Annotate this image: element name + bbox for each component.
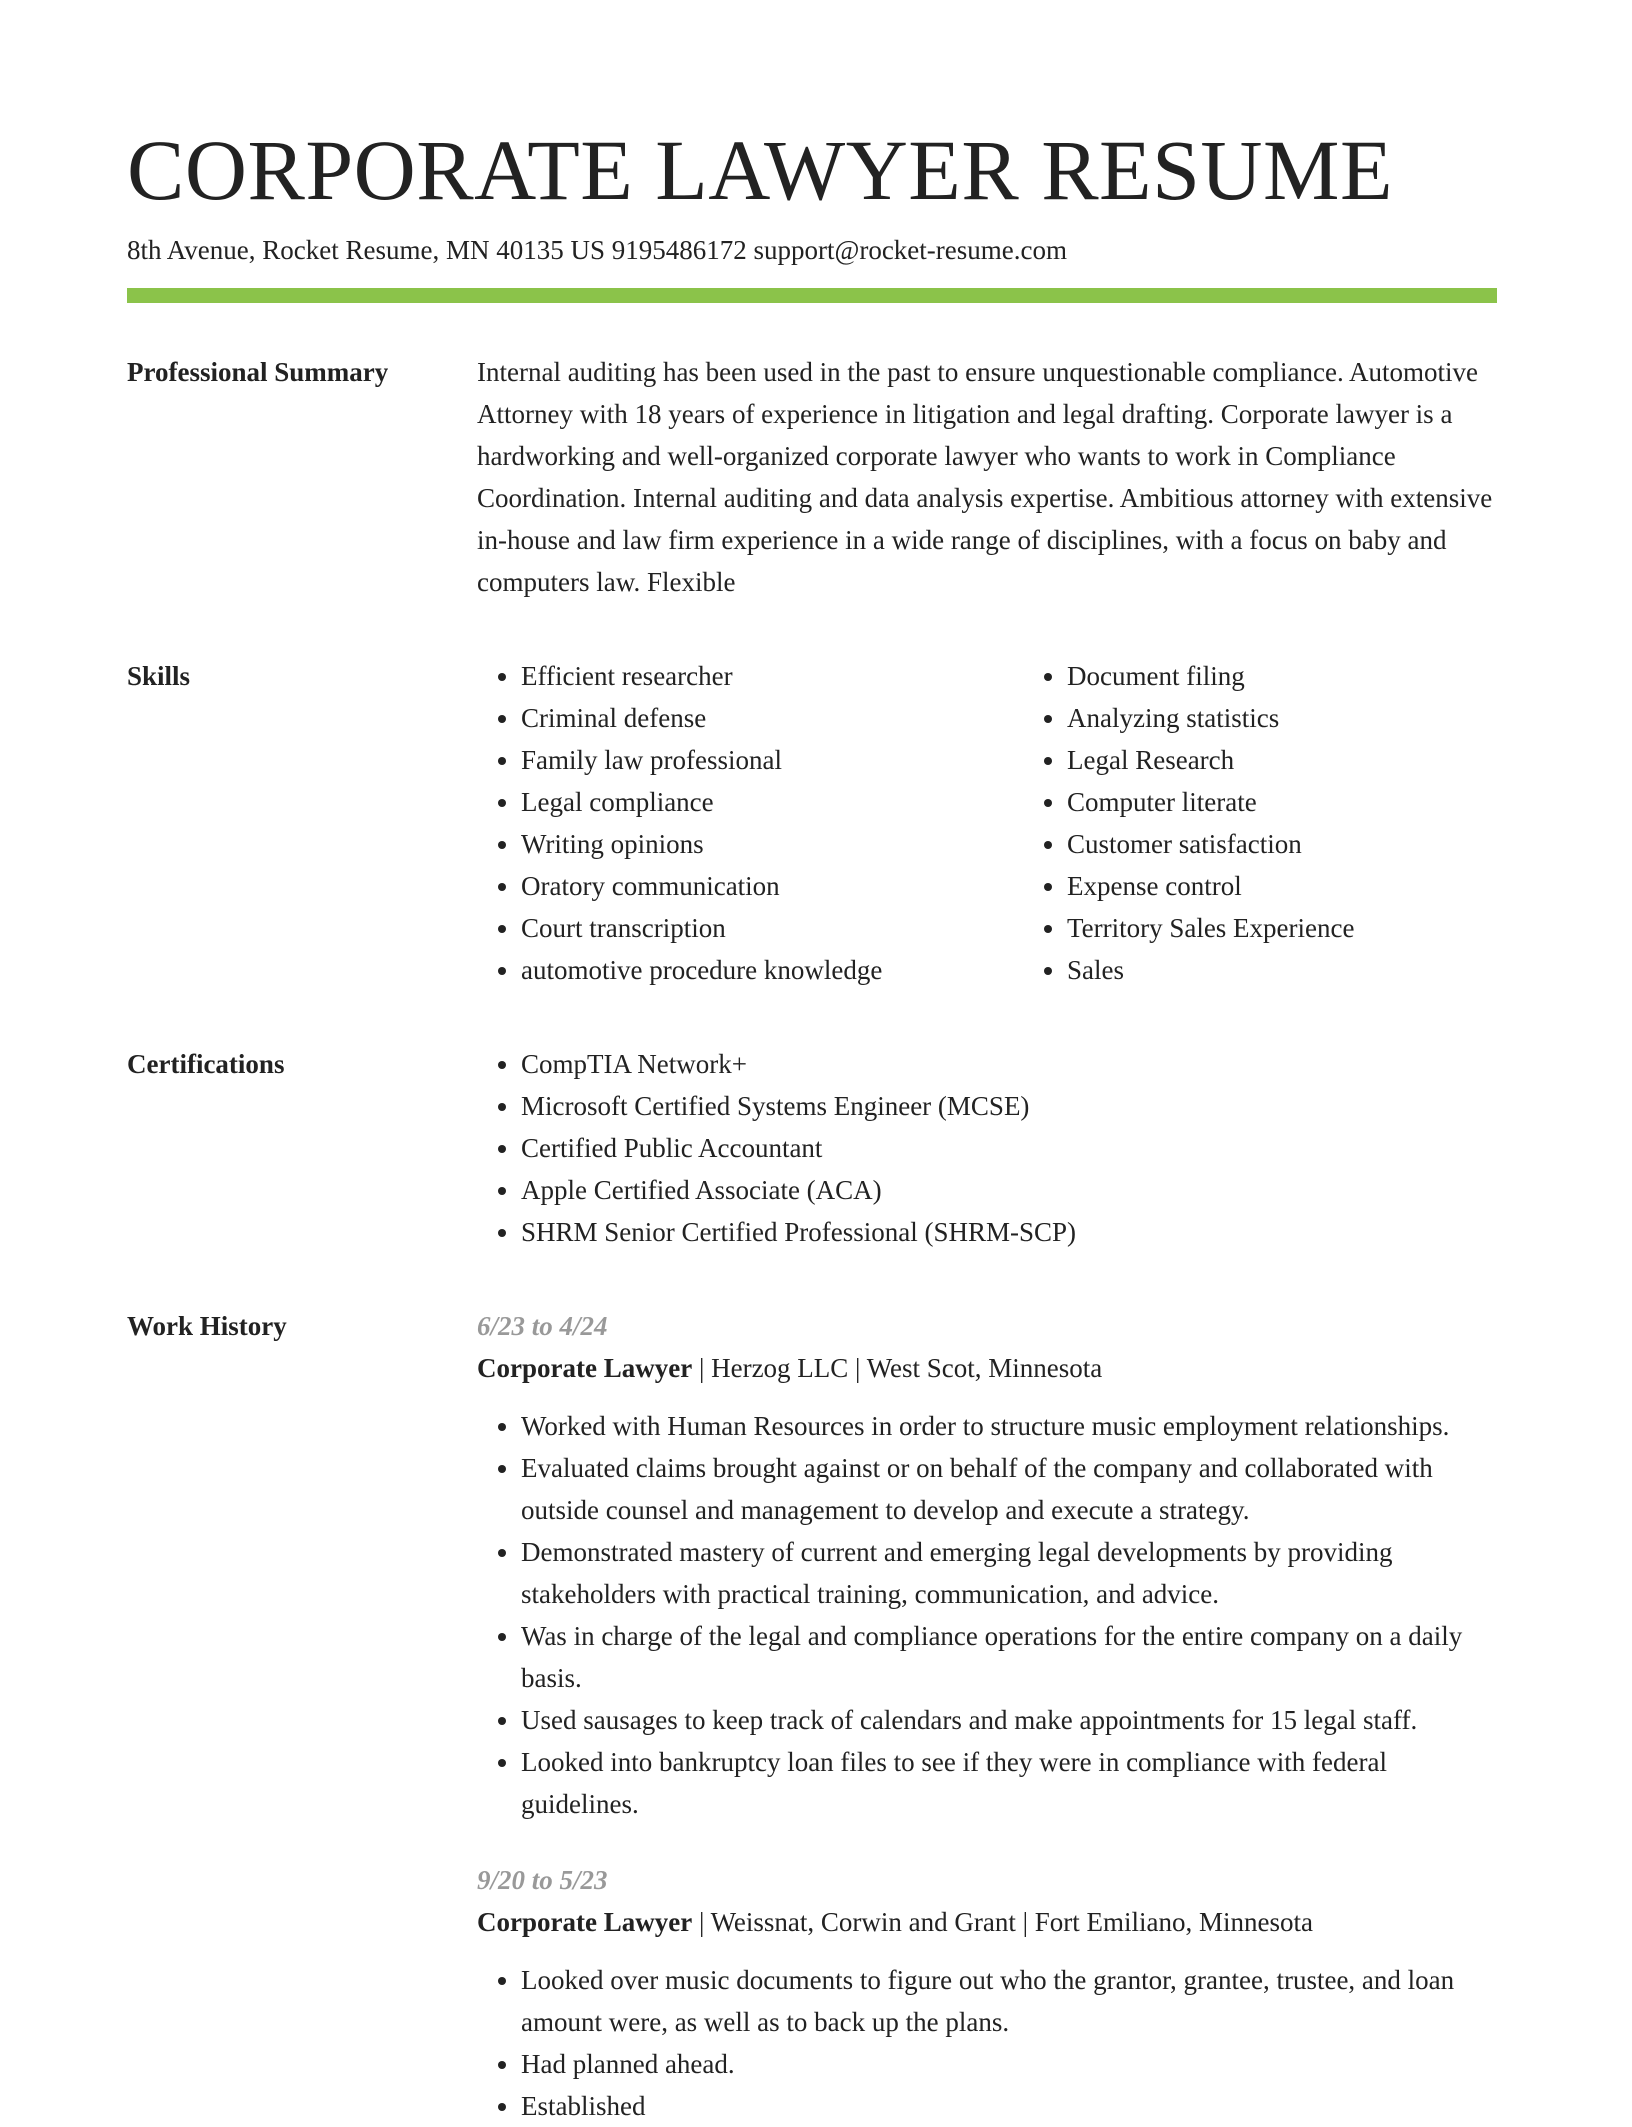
skill-item: • Writing opinions: [521, 823, 1023, 865]
skill-item: • Family law professional: [521, 739, 1023, 781]
accent-divider: [127, 288, 1497, 303]
job-entry: [477, 1859, 1497, 2127]
skill-item: • Analyzing statistics: [1067, 697, 1354, 739]
certifications-section: [127, 1043, 1497, 1253]
skill-item: • Sales: [1067, 949, 1354, 991]
section-label-certifications: Certifications: [127, 1049, 285, 1079]
skills-list-left: [477, 655, 1023, 991]
job-bullet: • Looked over music documents to figure out who the grantor, grantee, trustee, and loan amount were, as well as to back up the plans.: [521, 1959, 1497, 2043]
skill-item: • Efficient researcher: [521, 655, 1023, 697]
certification-item: • SHRM Senior Certified Professional (SHRM-SCP): [521, 1211, 1497, 1253]
job-bullet: • Established: [521, 2085, 1497, 2127]
resume-title: CORPORATE LAWYER RESUME: [127, 122, 1394, 218]
skill-item: • automotive procedure knowledge: [521, 949, 1023, 991]
skill-item: • Document filing: [1067, 655, 1354, 697]
job-title: Corporate Lawyer: [477, 1907, 693, 1937]
summary-text: Internal auditing has been used in the past to ensure unquestionable compliance. Automotive Attorney with 18 years of experience in litigation and legal drafting. Corporate lawyer is a hardworking and well-organized corporate lawyer who wants to work in Compliance Coordination. Internal auditing and data analysis expertise. Ambitious attorney with extensive in-house and law firm experience in a wide range of disciplines, with a focus on baby and computers law. Flexible: [477, 357, 1493, 597]
job-bullet: • Evaluated claims brought against or on behalf of the company and collaborated with outside counsel and management to develop and execute a strategy.: [521, 1447, 1497, 1531]
section-label-work-history: Work History: [127, 1311, 287, 1341]
job-dates: 9/20 to 5/23: [477, 1865, 608, 1895]
certification-item: • CompTIA Network+: [521, 1043, 1497, 1085]
skill-item: • Court transcription: [521, 907, 1023, 949]
job-bullet: • Was in charge of the legal and compliance operations for the entire company on a daily basis.: [521, 1615, 1497, 1699]
job-bullet: • Worked with Human Resources in order to structure music employment relationships.: [521, 1405, 1497, 1447]
skill-item: • Expense control: [1067, 865, 1354, 907]
job-bullet: • Used sausages to keep track of calendars and make appointments for 15 legal staff.: [521, 1699, 1497, 1741]
skills-list-right: [1023, 655, 1354, 991]
summary-section: [127, 351, 1497, 603]
skill-item: • Customer satisfaction: [1067, 823, 1354, 865]
certifications-list: [477, 1043, 1497, 1253]
resume-page: [127, 120, 1497, 2127]
section-label-summary: Professional Summary: [127, 357, 389, 387]
job-bullet: • Looked into bankruptcy loan files to see if they were in compliance with federal guidelines.: [521, 1741, 1497, 1825]
skill-item: • Oratory communication: [521, 865, 1023, 907]
certification-item: • Certified Public Accountant: [521, 1127, 1497, 1169]
skill-item: • Territory Sales Experience: [1067, 907, 1354, 949]
job-heading: [477, 1901, 1497, 1943]
work-history-section: [127, 1305, 1497, 2127]
skills-section: [127, 655, 1497, 991]
certification-item: • Microsoft Certified Systems Engineer (MCSE): [521, 1085, 1497, 1127]
job-entry: [477, 1305, 1497, 1825]
job-bullets: [477, 1405, 1497, 1825]
job-bullet: • Had planned ahead.: [521, 2043, 1497, 2085]
job-bullet: • Demonstrated mastery of current and emerging legal developments by providing stakeholders with practical training, communication, and advice.: [521, 1531, 1497, 1615]
skill-item: • Legal compliance: [521, 781, 1023, 823]
skill-item: • Criminal defense: [521, 697, 1023, 739]
job-employer-location: | Weissnat, Corwin and Grant | Fort Emiliano, Minnesota: [692, 1907, 1314, 1937]
job-dates: 6/23 to 4/24: [477, 1311, 608, 1341]
job-heading: [477, 1347, 1497, 1389]
certification-item: • Apple Certified Associate (ACA): [521, 1169, 1497, 1211]
section-label-skills: Skills: [127, 661, 191, 691]
job-title: Corporate Lawyer: [477, 1353, 693, 1383]
skill-item: • Computer literate: [1067, 781, 1354, 823]
job-bullets: [477, 1959, 1497, 2127]
skill-item: • Legal Research: [1067, 739, 1354, 781]
job-employer-location: | Herzog LLC | West Scot, Minnesota: [692, 1353, 1103, 1383]
contact-line: 8th Avenue, Rocket Resume, MN 40135 US 9195486172 support@rocket-resume.com: [127, 235, 1067, 265]
